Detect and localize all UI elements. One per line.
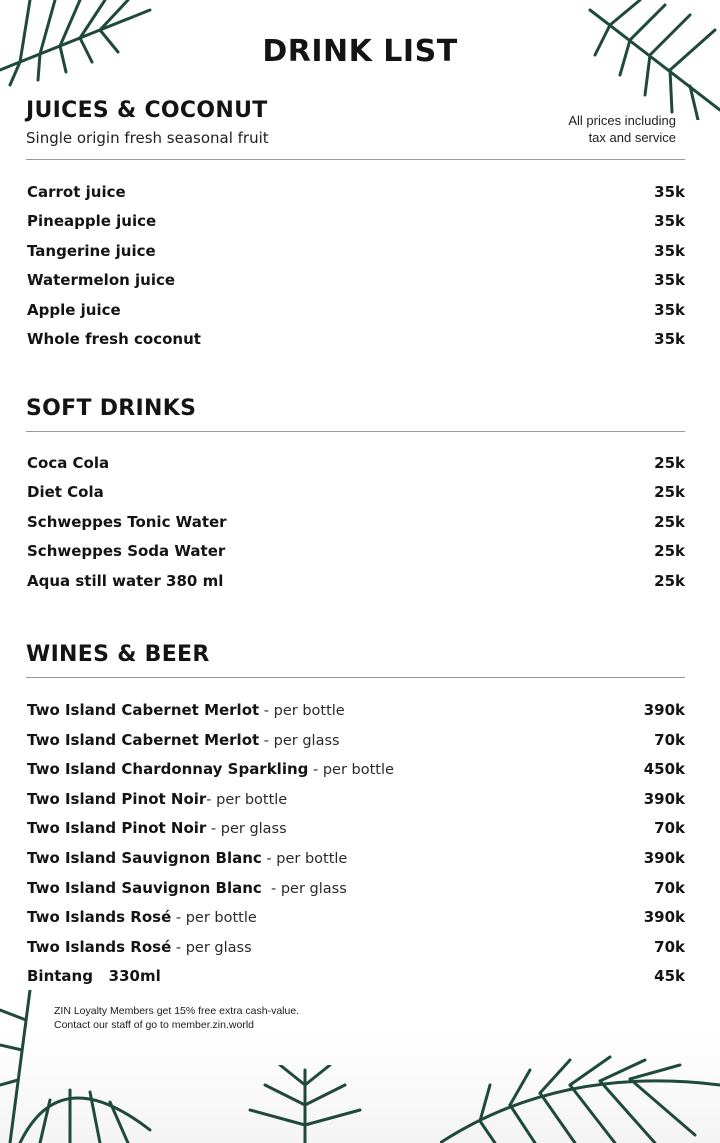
- item-price: 70k: [654, 878, 685, 897]
- menu-item: [27, 879, 685, 909]
- item-price: 35k: [654, 183, 685, 201]
- item-name: Whole fresh coconut: [27, 329, 201, 348]
- price-note-line1: All prices including: [568, 113, 676, 128]
- palm-leaf-bottom-center-icon: [240, 1065, 370, 1143]
- item-price: 70k: [654, 937, 685, 956]
- item-label: [27, 183, 126, 201]
- item-label: [27, 790, 287, 808]
- menu-item: [27, 483, 685, 512]
- item-qualifier: - per glass: [171, 939, 252, 956]
- item-name: Two Island Pinot Noir: [27, 819, 207, 838]
- item-name: Two Island Cabernet Merlot: [27, 730, 260, 749]
- section-title: WINES & BEER: [26, 642, 210, 667]
- item-price: 35k: [654, 212, 685, 231]
- item-price: 390k: [643, 908, 685, 927]
- menu-item: [27, 572, 685, 601]
- menu-item: [27, 513, 685, 542]
- item-name: Schweppes Tonic Water: [27, 512, 227, 531]
- menu-item: [27, 938, 685, 968]
- item-price: 25k: [654, 542, 685, 561]
- item-price: 70k: [654, 730, 685, 749]
- item-label: [27, 271, 175, 289]
- menu-item: [27, 701, 685, 731]
- menu-item: [27, 908, 685, 938]
- item-qualifier: - per glass: [206, 821, 287, 838]
- section-wines-beer: [26, 642, 685, 667]
- menu-item: [27, 790, 685, 820]
- item-qualifier: - per glass: [259, 732, 340, 749]
- item-name: Apple juice: [27, 300, 121, 319]
- section-title: JUICES & COCONUT: [26, 98, 268, 123]
- menu-item: [27, 271, 685, 300]
- item-label: [27, 330, 201, 348]
- item-label: [27, 938, 252, 956]
- menu-item: [27, 242, 685, 271]
- item-label: [27, 454, 109, 472]
- item-qualifier: - per bottle: [171, 910, 257, 927]
- menu-item: [27, 849, 685, 879]
- item-name: Diet Cola: [27, 483, 104, 502]
- item-price: 450k: [643, 760, 685, 779]
- item-price: 25k: [654, 454, 685, 472]
- item-price: 25k: [654, 571, 685, 590]
- item-label: [27, 731, 340, 749]
- footer-line2: Contact our staff of go to member.zin.world: [54, 1019, 254, 1031]
- item-label: [27, 542, 225, 560]
- item-name: Carrot juice: [27, 183, 126, 201]
- menu-item: [27, 301, 685, 330]
- item-name: Two Islands Rosé: [27, 937, 172, 956]
- item-name: Two Island Cabernet Merlot: [27, 701, 260, 719]
- menu-item: [27, 183, 685, 212]
- section-title: SOFT DRINKS: [26, 396, 197, 421]
- item-price: 35k: [654, 300, 685, 319]
- item-name: Schweppes Soda Water: [27, 542, 226, 561]
- item-name: Two Island Sauvignon Blanc: [27, 878, 262, 897]
- item-label: [27, 760, 394, 778]
- menu-item: [27, 542, 685, 571]
- item-name: Tangerine juice: [27, 241, 156, 260]
- item-name: Aqua still water 380 ml: [27, 571, 224, 590]
- item-label: [27, 513, 227, 531]
- item-list-soft-drinks: [27, 454, 685, 601]
- item-price: 45k: [654, 967, 685, 986]
- item-name: Watermelon juice: [27, 271, 176, 290]
- item-label: [27, 967, 161, 985]
- footer-line1: ZIN Loyalty Members get 15% free extra cash-value.: [54, 1005, 300, 1017]
- section-soft-drinks: [26, 396, 685, 421]
- item-label: [27, 908, 257, 926]
- item-name: Bintang 330ml: [27, 967, 161, 986]
- menu-item: [27, 760, 685, 790]
- item-name: Two Islands Rosé: [27, 908, 172, 927]
- menu-item: [27, 731, 685, 761]
- price-note-line2: tax and service: [588, 130, 676, 145]
- menu-item: [27, 212, 685, 241]
- item-label: [27, 572, 223, 590]
- item-qualifier: - per glass: [261, 880, 347, 897]
- item-price: 25k: [654, 512, 685, 531]
- item-label: [27, 301, 121, 319]
- item-qualifier: - per bottle: [206, 791, 288, 808]
- item-label: [27, 701, 345, 719]
- menu-item: [27, 330, 685, 359]
- item-price: 390k: [643, 848, 685, 867]
- item-label: [27, 242, 156, 260]
- item-label: [27, 483, 104, 501]
- divider: [26, 431, 685, 432]
- item-name: Pineapple juice: [27, 212, 157, 231]
- item-label: [27, 819, 287, 837]
- palm-leaf-bottom-right-icon: [440, 1055, 720, 1143]
- item-label: [27, 849, 347, 867]
- divider: [26, 677, 685, 678]
- item-label: [27, 879, 347, 897]
- menu-item: [27, 967, 685, 997]
- item-label: [27, 212, 156, 230]
- item-name: Coca Cola: [27, 454, 110, 472]
- menu-item: [27, 819, 685, 849]
- item-price: 70k: [654, 819, 685, 838]
- item-price: 35k: [654, 241, 685, 260]
- item-list-juices: [27, 183, 685, 359]
- section-subtitle: Single origin fresh seasonal fruit: [26, 129, 269, 147]
- item-price: 390k: [643, 789, 685, 808]
- menu-item: [27, 454, 685, 483]
- item-qualifier: - per bottle: [261, 850, 348, 867]
- item-name: Two Island Pinot Noir: [27, 789, 207, 808]
- item-list-wines-beer: [27, 701, 685, 997]
- price-note: [568, 112, 676, 146]
- item-qualifier: - per bottle: [308, 762, 394, 779]
- loyalty-footer: [54, 1004, 299, 1032]
- item-price: 390k: [643, 701, 685, 719]
- item-name: Two Island Sauvignon Blanc: [27, 848, 262, 867]
- divider: [26, 159, 685, 160]
- page-title: DRINK LIST: [262, 34, 458, 69]
- item-name: Two Island Chardonnay Sparkling: [27, 760, 309, 779]
- item-price: 25k: [654, 483, 685, 502]
- item-price: 35k: [654, 271, 685, 290]
- item-price: 35k: [654, 329, 685, 348]
- item-qualifier: - per bottle: [259, 703, 345, 719]
